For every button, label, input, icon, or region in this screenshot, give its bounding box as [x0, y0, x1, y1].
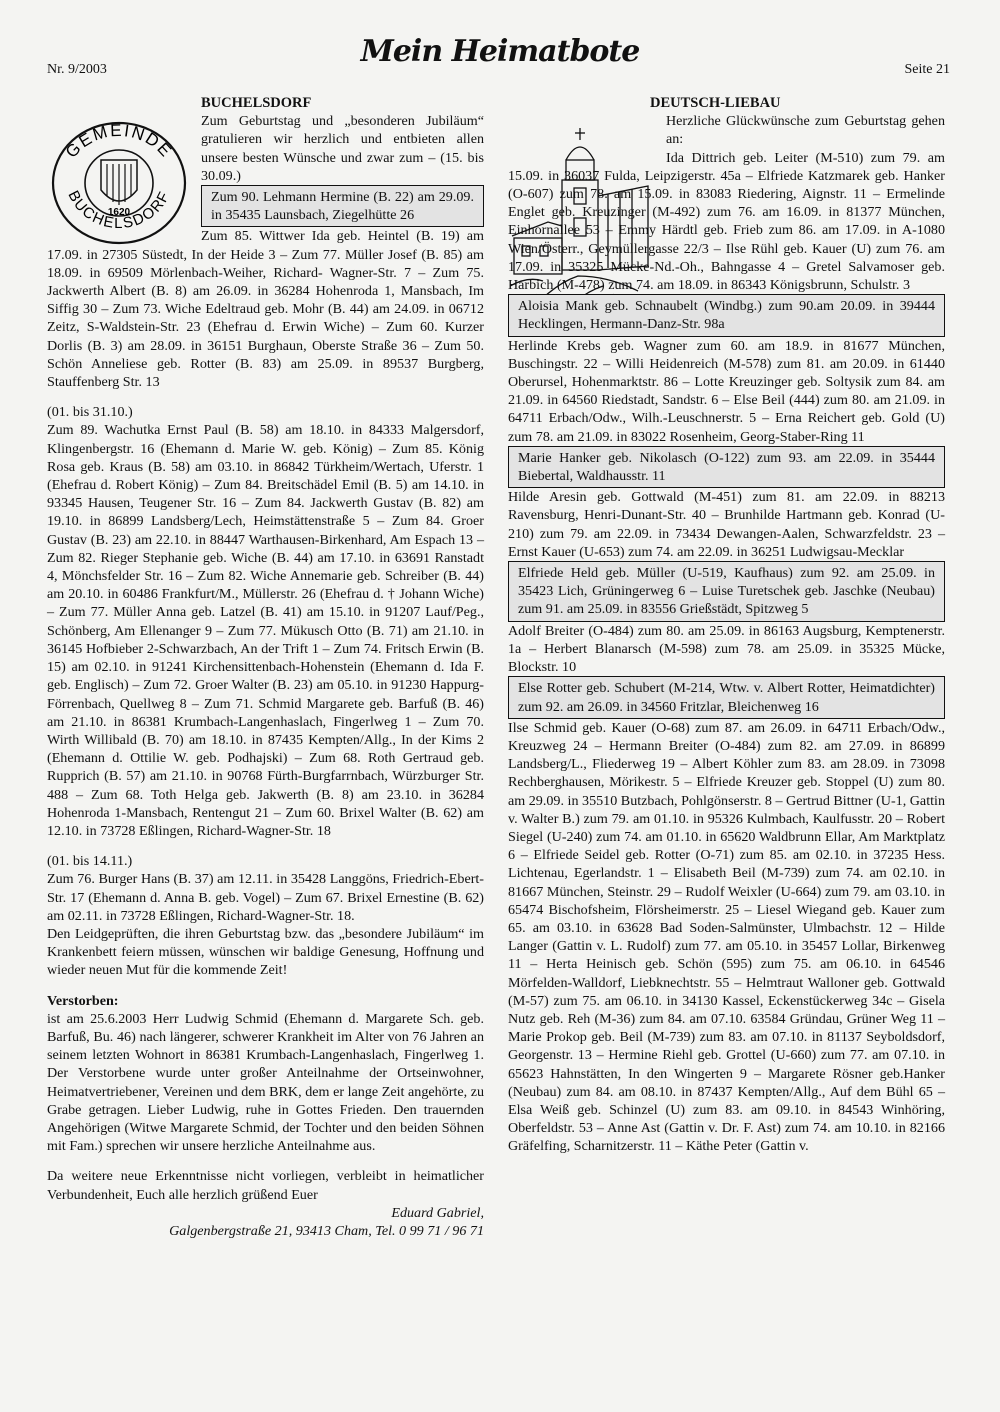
highlight-box-rotter: Else Rotter geb. Schubert (M-214, Wtw. v. Albert Rotter, Heimatdichter) zum 92. am 26.09. in 34560 Fritzlar, Bleichenweg 16: [508, 676, 945, 718]
left-column: [47, 94, 484, 1240]
deutsch-liebau-heading: DEUTSCH-LIEBAU: [650, 95, 781, 111]
closing-text: Da weitere neue Erkenntnisse nicht vorliegen, verbleibt in heimatlicher Verbundenheit, Euch alle herzlich grüßend Euer: [47, 1168, 484, 1203]
highlight-box-held: Elfriede Held geb. Müller (U-519, Kaufhaus) zum 92. am 25.09. in 35423 Lich, Grüningerweg 6 – Luise Turetschek geb. Jaschke (Neubau) zum 91. am 25.09. in 83556 Grießstädt, Spitzweg 5: [508, 561, 945, 622]
deceased-heading: Verstorben:: [47, 992, 119, 1009]
highlight-box-mank: Aloisia Mank geb. Schnaubelt (Windbg.) zum 90.am 20.09. in 39444 Hecklingen, Hermann-Danz-Str. 98a: [508, 294, 945, 336]
birthday-list-1: Ida Dittrich geb. Leiter (M-510) zum 79. am 15.09. in 36037 Fulda, Leipzigerstr. 45a – Elfriede Katzmarek geb. Hanker (O-607) zum 78. am 15.09. in 83083 Riedering, Aignstr. 11 – Ermelinde Englet geb. Kreuzinger (M-492) zum 76. am 16.09. in 81377 München, Einhornallee 53 – Emmy Härdtl geb. Frieb zum 86. am 17.09. in A-1080 Wien/Österr., Geymüllergasse 22/3 – Ilse Rühl geb. Kauer (U) zum 76. am 17.09. in 35325 Mücke-Nd.-Oh., Bahngasse 4 – Gretel Salvamoser geb. Harbich (M-478) zum 74. am 18.09. in 86343 Königsbrunn, Schulstr. 3: [508, 149, 945, 294]
birthday-list-5: Ilse Schmid geb. Kauer (O-68) zum 87. am 26.09. in 64711 Erbach/Odw., Kreuzweg 24 – Hermann Breiter (O-484) zum 82. am 27.09. in 86899 Landsberg/L., Fliederweg 19 – Albert Köhler zum 83. am 28.09. in 73098 Rechberghausen, Mörikestr. 5 – Elfriede Kreuzer geb. Stoppel (U) zum 80. am 29.09. in 35510 Butzbach, Pohlgönserstr. 8 – Gertrud Bittner (U-1, Gattin v. Walter B.) zum 79. am 01.10. in 95326 Kulmbach, Kaulfusstr. 20 – Robert Siegel (U-240) zum 74. am 01.10. in 65620 Waldbrunn Ellar, Am Marktplatz 6 – Elfriede Seidel geb. Rotter (O-71) zum 85. am 02.10. in 37235 Hess. Lichtenau, Egerlandstr. 1 – Elisabeth Beil (M-739) zum 74. am 02.10. in 81667 München, Steinstr. 29 – Rudolf Weixler (U-664) zum 79. am 03.10. in 65474 Bischofsheim, Flörsheimerstr. 25 – Liesel Wiegand geb. Kauer zum 65. am 03.10. in 63628 Bad Soden-Salmünster, Ulmbachstr. 12 – Hilde Langer (Gattin v. L. Rudolf) zum 77. am 05.10. in 35457 Lollar, Birkenweg 11 – Herta Heinisch geb. Schön (595) zum 75. am 06.10. in 64546 Mörfelden-Walldorf, Liebknechtstr. 55 – Helmtraut Walloner geb. Gottwald (M-57) zum 75. am 06.10. in 34130 Kassel, Eckenstückerweg 34c – Gisela Nutz geb. Reh (M-36) zum 84. am 07.10. 63584 Gründau, Grüner Weg 11 – Marie Prokop geb. Beil (M-739) zum 83. am 07.10. in 81137 Seyboldsdorf, Georgenstr. 13 – Hermine Riehl geb. Grottel (U-660) zum 77. am 07.10. in 65623 Hahnstätten, In den Wingerten 9 – Margarete Rösner geb.Hanker (Neubau) zum 84. am 08.10. in 87437 Kempten/Allg., Auf dem Bühl 65 – Elsa Weiß geb. Schinzel (U) zum 83. am 09.10. in 84543 Winhöring, Oberfeldstr. 53 – Anne Ast (Gattin v. Dr. F. Ast) zum 74. am 10.10. in 82166 Gräfelfing, Scharnitzerstr. 11 – Käthe Peter (Gattin v.: [508, 719, 945, 1155]
seal-year: 1620: [107, 207, 131, 218]
issue-number: Nr. 9/2003: [47, 62, 107, 77]
page-number: Seite 21: [904, 62, 950, 77]
birthday-list-3: Hilde Aresin geb. Gottwald (M-451) zum 81. am 22.09. in 88213 Ravensburg, Henri-Dunant-Str. 40 – Brunhilde Hartmann geb. Konrad (U-210) zum 79. am 22.09. in 73434 Dewangen-Aalen, Schwarzfeldstr. 23 – Ernst Kauer (U-653) zum 74. am 22.09. in 36251 Ludwigsau-Mecklar: [508, 489, 945, 560]
birthday-list-october: Zum 89. Wachutka Ernst Paul (B. 58) am 18.10. in 84333 Malgersdorf, Klingenbergstr. 16 (Ehemann d. Marie W. geb. König) – Zum 85. König Rosa geb. Kraus (B. 58) am 03.10. in 86842 Türkheim/Wertach, Uferstr. 1 (Ehefrau d. Robert König) – Zum 84. Breitschädel Emil (B. 5) am 14.10. in 93345 Hausen, Teugener Str. 16 – Zum 84. Jackwerth Gustav (B. 82) am 19.10. in 86899 Landsberg/Lech, Heimstättenstraße 5 – Zum 84. Groer Gustav (B. 23) am 22.10. in 88447 Warthausen-Birkenhard, Am Espach 13 – Zum 82. Rieger Stephanie geb. Wiche (B. 44) am 17.10. in 63691 Ranstadt 4, Mönchsfelder Str. 16 – Zum 82. Wiche Annemarie geb. Schreiber (B. 44) am 20.10. in 60486 Frankfurt/M., Müllerstr. 26 (Ehefrau d. † Johann Wiche) – Zum 77. Müller Anna geb. Latzel (B. 41) am 15.10. in 91207 Lauf/Peg., Schönberg, Am Ellenanger 9 – Zum 77. Mükusch Otto (B. 71) am 21.10. in 36145 Hofbieber 2-Schwarzbach, An der Trift 1 – Zum 74. Fritsch Erwin (B. 15) am 02.10. in 91241 Kirchensittenbach-Hohenstein (Ehemann d. Ida F. geb. Englisch) – Zum 72. Groer Walter (B. 23) am 05.10. in 91230 Happurg- Förrenbach, Quellweg 8 – Zum 71. Schmid Margarete geb. Barfuß (B. 46) am 21.10. in 86381 Krumbach-Langenhaslach, Fingerlweg 1 – Zum 70. Wirth Willibald (B. 70) am 18.10. in 87435 Kempten/Allg., In der Kims 2 (Ehemann d. Ottilie W. geb. Podhajski) – Zum 68. Roth Gertraud geb. Rupprich (B. 57) am 21.10. in 90768 Fürth-Burgfarrnbach, Würzburger Str. 488 – Zum 68. Toth Helga geb. Jakwerth (B. 8) am 23.10. in 36284 Hohenroda 1-Mansbach, Rentengut 21 – Zum 60. Brixel Walter (B. 62) am 12.10. in 73728 Eßlingen, Richard-Wagner-Str. 18: [47, 422, 484, 839]
svg-text:BUCHELSDORF: BUCHELSDORF: [64, 187, 174, 232]
date-range-october: (01. bis 31.10.): [47, 404, 133, 421]
birthday-list-november: Zum 76. Burger Hans (B. 37) am 12.11. in 35428 Langgöns, Friedrich-Ebert-Str. 17 (Ehemann d. Anna B. geb. Vogel) – Zum 67. Brixel Ernestine (B. 62) am 02.11. in 73728 Eßlingen, Richard-Wagner-Str. 18.: [47, 871, 484, 924]
highlight-box-hanker: Marie Hanker geb. Nikolasch (O-122) zum 93. am 22.09. in 35444 Biebertal, Waldhausstr. 11: [508, 446, 945, 488]
deceased-notice: ist am 25.6.2003 Herr Ludwig Schmid (Ehemann d. Margarete Sch. geb. Barfuß, Bu. 46) nach längerer, schwerer Krankheit im Alter von 76 Jahren an seinem letzten Wohnort in 86381 Krumbach-Langenhaslach, Fingerlweg 1. Der Verstorbene wurde unter großer Anteilnahme der Ortseinwohner, Heimatvertriebener, Vereinen und dem BRK, dem er lange Zeit angehörte, zu Grabe getragen. Lieber Ludwig, ruhe in Gottes Frieden. Den trauernden Angehörigen (Witwe Margarete Schmid, der Tochter und den beiden Söhnen mit Fam.) sprechen wir unsere herzliche Anteilnahme aus.: [47, 1010, 484, 1155]
birthday-list-september: Zum 85. Wittwer Ida geb. Heintel (B. 19) am 17.09. in 27305 Süstedt, In der Heide 3 – Zum 77. Müller Josef (B. 85) am 18.09. in 69509 Mörlenbach-Weiher, Richard- Wagner-Str. 7 – Zum 75. Jackwerth Albert (B. 8) am 26.09. in 36284 Hohenroda 1, Mansbach, Im Siffig 30 – Zum 73. Wiche Edeltraud geb. Mohr (B. 44) am 24.09. in 06712 Zeitz, S-Waldstein-Str. 23 (Ehefrau d. Erwin Wiche) – Zum 60. Kurzer Dorlis (B. 3) am 28.09. in 36151 Burghaun, Oberste Straße 36 – Zum 50. Schön Anneliese geb. Rotter (B. 83) am 25.09. in 89537 Burgberg, Stauffenberg Str. 13: [47, 228, 484, 391]
signature-address: Galgenbergstraße 21, 93413 Cham, Tel. 0 99 71 / 96 71: [169, 1222, 484, 1239]
right-column: [508, 94, 945, 1156]
get-well-message: Den Leidgeprüften, die ihren Geburtstag bzw. das „besondere Jubiläum“ im Krankenbett feiern müssen, wünschen wir baldige Genesung, Hoffnung und wieder neuen Mut für die kommende Zeit!: [47, 925, 484, 979]
masthead-title: Mein Heimatbote: [360, 34, 640, 69]
deutsch-liebau-intro: Herzliche Glückwünsche zum Geburtstag gehen an:: [666, 113, 945, 148]
signature: Eduard Gabriel,: [391, 1204, 484, 1221]
birthday-list-2: Herlinde Krebs geb. Wagner zum 60. am 18.9. in 81677 München, Buschingstr. 22 – Willi Heidenreich (M-578) zum 81. am 20.09. in 61440 Oberursel, Hohenmarktstr. 86 – Lotte Kreuzinger geb. Soltysik zum 84. am 21.09. in 64560 Riedstadt, Sandstr. 6 – Else Beil (444) zum 80. am 21.09. in 64711 Erbach/Odw., Wilh.-Leuschnerstr. 5 – Erna Reichert geb. Gold (U) zum 78. am 21.09. in 83022 Rosenheim, Georg-Staber-Ring 11: [508, 337, 945, 445]
deutsch-liebau-intro-block: [650, 94, 945, 149]
buchelsdorf-highlight-box: Zum 90. Lehmann Hermine (B. 22) am 29.09. in 35435 Launsbach, Ziegelhütte 26: [201, 185, 484, 227]
date-range-november: (01. bis 14.11.): [47, 853, 133, 870]
buchelsdorf-intro-block: [201, 94, 484, 227]
birthday-list-4: Adolf Breiter (O-484) zum 80. am 25.09. in 86163 Augsburg, Kemptenerstr. 1a – Herbert Blanarsch (M-598) zum 78. am 25.09. in 35325 Mücke, Blockstr. 10: [508, 622, 945, 676]
svg-text:GEMEINDE: GEMEINDE: [61, 120, 177, 162]
buchelsdorf-heading: BUCHELSDORF: [201, 95, 312, 111]
buchelsdorf-intro: Zum Geburtstag und „besonderen Jubiläum“ gratulieren wir herzlich und entbieten allen unsere besten Wünsche und zwar zum – (15. bis 30.09.): [201, 113, 484, 184]
